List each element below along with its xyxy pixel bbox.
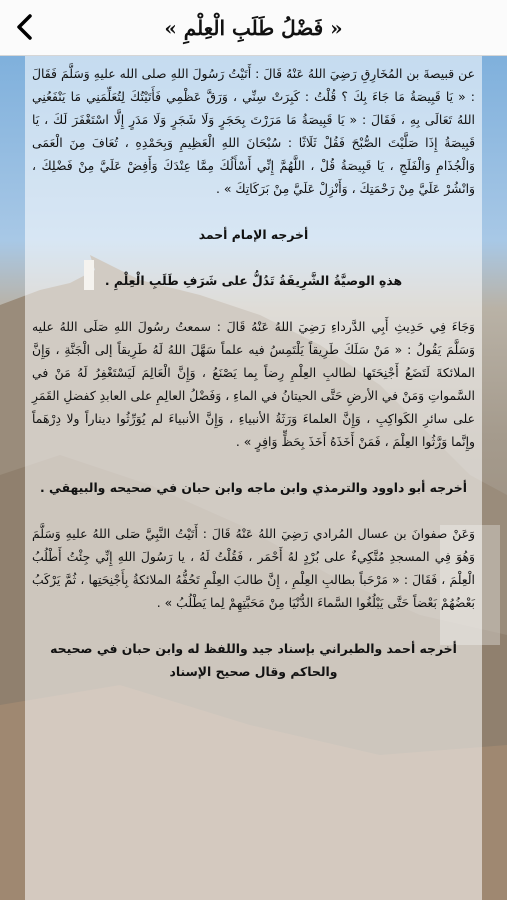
- article-body: [32, 62, 475, 683]
- hadith-paragraph: عن قبيصةَ بن المُخَارِقِ رَضِيَ اللهُ عَنْهُ قَالَ : أَتَيْتُ رَسُولَ اللهِ صلى الله عليهِ وَسَلَّمَ فَقَالَ : « يَا قَبِيصَةُ مَا جَاءَ بِكَ ؟ قُلْتُ : كَبِرَتْ سِنِّي ، وَرَقَّ عَظْمِي فَأَتَيْتُكَ لِتُعَلِّمَنِي مَا يَنْفَعُنِي اللهُ تَعَالَى بِهِ ، فَقَالَ : « يَا قَبِيصَةُ مَا مَرَرْتَ بِحَجَرٍ وَلَا شَجَرٍ وَلَا مَدَرٍ إِلَّا اسْتَغْفَرَ لَكَ ، يَا قَبِيصَةُ إِذَا صَلَّيْتَ الصُّبْحَ فَقُلْ ثَلَاثًا : سُبْحَانَ اللهِ الْعَظِيمِ وَبِحَمْدِهِ ، تُعَافَ مِنَ الْعَمَى وَالْجُذَامِ وَالْفَلَجِ ، يَا قَبِيصَةُ قُلْ ، اللَّهُمَّ إِنِّي أَسْأَلُكَ مِمَّا عِنْدَكَ وَأَفِضْ عَلَيَّ مِنْ فَضْلِكَ ، وَانْشُرْ عَلَيَّ مِنْ رَحْمَتِكَ ، وَأَنْزِلْ عَلَيَّ مِنْ بَرَكَاتِكَ » .: [32, 66, 475, 196]
- hadith-paragraph: وَجَاءَ فِي حَدِيثِ أَبِي الدَّرداءِ رَضِيَ اللهُ عَنْهُ قَالَ : سمعتُ رسُولَ اللهِ صَلَى اللهُ عليه وَسَلَّمَ يَقُولُ : « مَنْ سَلَكَ طَرِيقاً يَلْتَمِسُ فيه علماً سَهَّلَ اللهُ لَهُ طَرِيقاً إلى الْجَنَّةِ ، وَإِنَّ الملائكةَ لَتَضَعُ أَجْنِحَتَها لطالبِ العِلْمِ رِضاً بِما يَصْنَعُ ، وَإِنَّ الْعَالِمَ لَيَسْتَغْفِرُ لَهُ مَنْ في السَّمواتِ وَمَنْ في الأرضِ حَتَّى الحيتانُ في الماءِ ، وَفَضْلُ العالِمِ على العابدِ كفضلِ القَمَرِ على سائرِ الكَواكِبِ ، وَإِنَّ العلماءَ وَرَثَةُ الأنبياءِ ، وَإِنَّ الأنبياءَ لم يُوَرِّثُوا ديناراً ولا دِرْهَماً وإِنَّما وَرَّثُوا العِلْمَ ، فَمَنْ أَخَذَهُ أَخَذَ بِحَظٍّ وَافِرٍ » .: [32, 319, 475, 449]
- hadith-source: أخرجه الإمام أحمد: [198, 227, 309, 242]
- navigation-bar: [0, 0, 507, 56]
- hadith-paragraph: وَعَنْ صفوانَ بن عسال المُرادي رَضِيَ اللهُ عَنْهُ قَالَ : أَتَيْتُ النَّبِيَّ صَلى اللهُ عليهِ وَسَلَّمَ وَهُوَ فِي المسجدِ مُتَّكِيءٌ على بُرْدٍ لهُ أَحْمَر ، فَقُلْتُ لَهُ ، يا رَسُولَ اللهِ إِنِّي جِئْتُ أَطْلُبُ الْعِلْمَ ، فَقَالَ : « مَرْحَباً بطالبِ العِلْمِ ، إِنَّ طالبَ العِلْمِ تَحُفُّهُ الملائكةُ بِأَجْنِحَتِها ، ثُمَّ يَرْكَبُ بَعْضُهُمْ بَعْضاً حَتَّى يَبْلُغُوا السَّماءَ الدُّنْيَا مِنْ مَحَبَّتِهِمْ لِما يَطْلُبُ » .: [32, 526, 475, 610]
- hadith-source: أخرجه أبو داوود والترمذي وابن ماجه وابن حبان في صحيحه والبيهقي .: [40, 480, 467, 495]
- back-button[interactable]: [10, 12, 40, 42]
- hadith-source: أخرجه أحمد والطبراني بإسناد جيد واللفظ له وابن حبان في صحيحه والحاكم وقال صحيح الإسناد: [50, 641, 457, 679]
- chevron-left-icon: [15, 13, 35, 41]
- commentary-paragraph: هذهِ الوصيَّةُ الشَّرِيفَةُ تَدُلُّ على شَرَفِ طَلَبِ الْعِلْمِ .: [104, 273, 403, 288]
- page-title: « فَضْلُ طَلَبِ الْعِلْمِ »: [164, 15, 343, 40]
